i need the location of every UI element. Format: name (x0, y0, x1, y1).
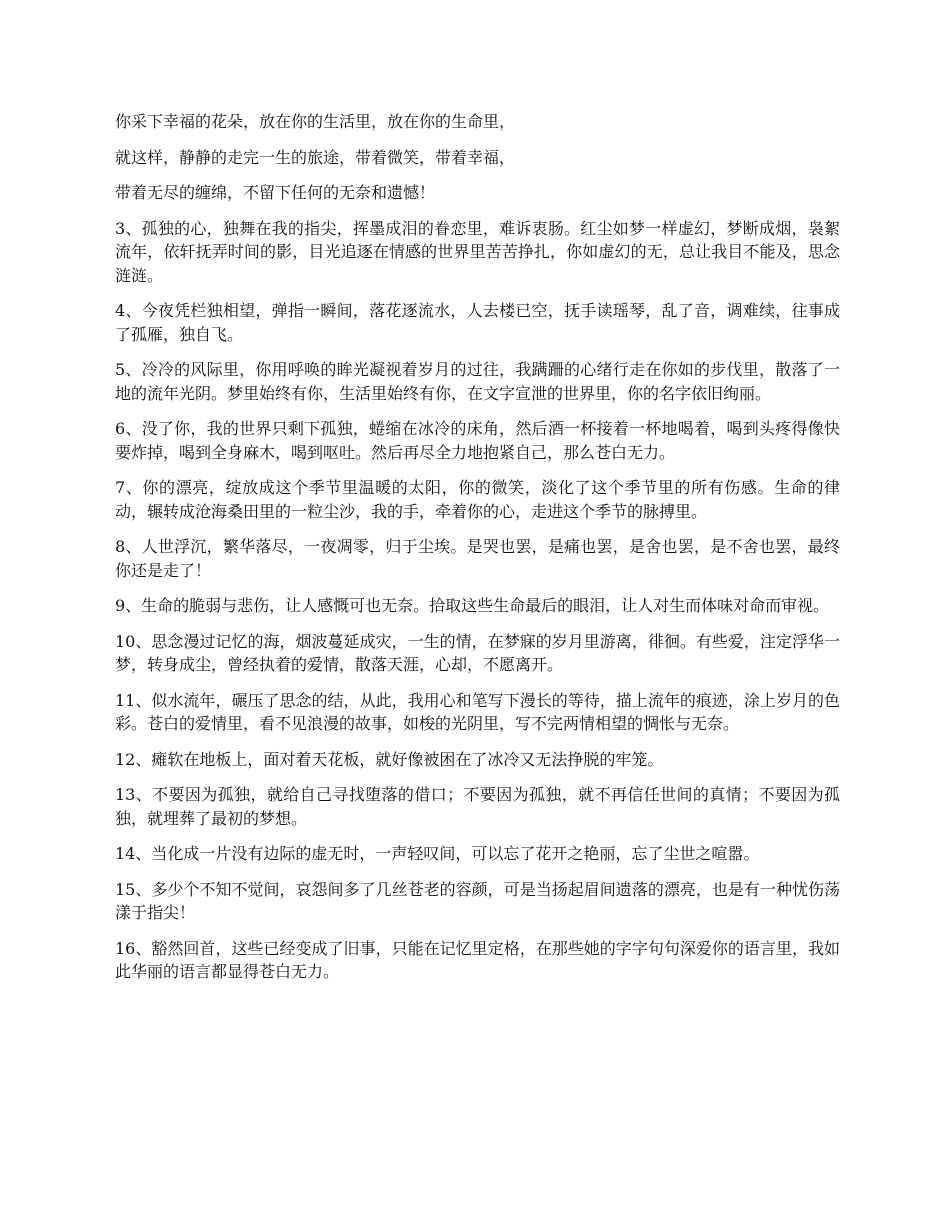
paragraph-8: 7、你的漂亮，绽放成这个季节里温暖的太阳，你的微笑，淡化了这个季节里的所有伤感。生命的律动，辗转成沧海桑田里的一粒尘沙，我的手，牵着你的心，走进这个季节的脉搏里。 (115, 478, 840, 521)
paragraph-15: 14、当化成一片没有边际的虚无时，一声轻叹间，可以忘了花开之艳丽，忘了尘世之喧嚣。 (115, 844, 760, 863)
paragraph-5: 4、今夜凭栏独相望，弹指一瞬间，落花逐流水，人去楼已空，抚手读瑶琴，乱了音，调难续，往事成了孤雁，独自飞。 (115, 301, 840, 344)
paragraph-16: 15、多少个不知不觉间，哀怨间多了几丝苍老的容颜，可是当扬起眉间遗落的漂亮，也是有一种忧伤荡漾于指尖！ (115, 879, 840, 922)
paragraph-9: 8、人世浮沉，繁华落尽，一夜凋零，归于尘埃。是哭也罢，是痛也罢，是舍也罢，是不舍也罢，最终你还是走了！ (115, 537, 840, 580)
paragraph-12: 11、似水流年，碾压了思念的结，从此，我用心和笔写下漫长的等待，描上流年的痕迹，涂上岁月的色彩。苍白的爱情里，看不见浪漫的故事，如梭的光阴里，写不完两情相望的惆怅与无奈。 (115, 690, 840, 733)
paragraph-10: 9、生命的脆弱与悲伤，让人感慨可也无奈。拾取这些生命最后的眼泪，让人对生而体味对命而审视。 (115, 596, 830, 615)
paragraph-11: 10、思念漫过记忆的海，烟波蔓延成灾，一生的情，在梦寐的岁月里游离，徘徊。有些爱，注定浮华一梦，转身成尘，曾经执着的爱情，散落天涯，心却，不愿离开。 (115, 631, 840, 674)
paragraph-17: 16、豁然回首，这些已经变成了旧事，只能在记忆里定格，在那些她的字字句句深爱你的语言里，我如此华丽的语言都显得苍白无力。 (115, 938, 840, 981)
paragraph-13: 12、瘫软在地板上，面对着天花板，就好像被困在了冰冷又无法挣脱的牢笼。 (115, 749, 664, 769)
paragraph-14: 13、不要因为孤独，就给自己寻找堕落的借口；不要因为孤独，就不再信任世间的真情；不要因为孤独，就埋葬了最初的梦想。 (115, 785, 840, 828)
paragraph-2: 就这样，静静的走完一生的旅途，带着微笑，带着幸福， (115, 147, 516, 167)
paragraph-4: 3、孤独的心，独舞在我的指尖，挥墨成泪的眷恋里，难诉衷肠。红尘如梦一样虚幻，梦断成烟，袅絮流年，依轩抚弄时间的影，目光追逐在情感的世界里苦苦挣扎，你如虚幻的无，总让我目不能及，思念涟涟。 (115, 218, 840, 285)
paragraph-6: 5、冷冷的风际里，你用呼唤的眸光凝视着岁月的过往，我蹒跚的心绪行走在你如的步伐里，散落了一地的流年光阴。梦里始终有你，生活里始终有你，在文字宣泄的世界里，你的名字依旧绚丽。 (115, 360, 840, 403)
document-body (115, 110, 840, 996)
paragraph-1: 你采下幸福的花朵，放在你的生活里，放在你的生命里， (115, 112, 516, 131)
paragraph-3: 带着无尽的缠绵，不留下任何的无奈和遗憾！ (115, 183, 436, 202)
paragraph-7: 6、没了你，我的世界只剩下孤独，蜷缩在冰冷的床角，然后酒一杯接着一杯地喝着，喝到头疼得像快要炸掉，喝到全身麻木，喝到呕吐。然后再尽全力地抱紧自己，那么苍白无力。 (115, 419, 840, 462)
